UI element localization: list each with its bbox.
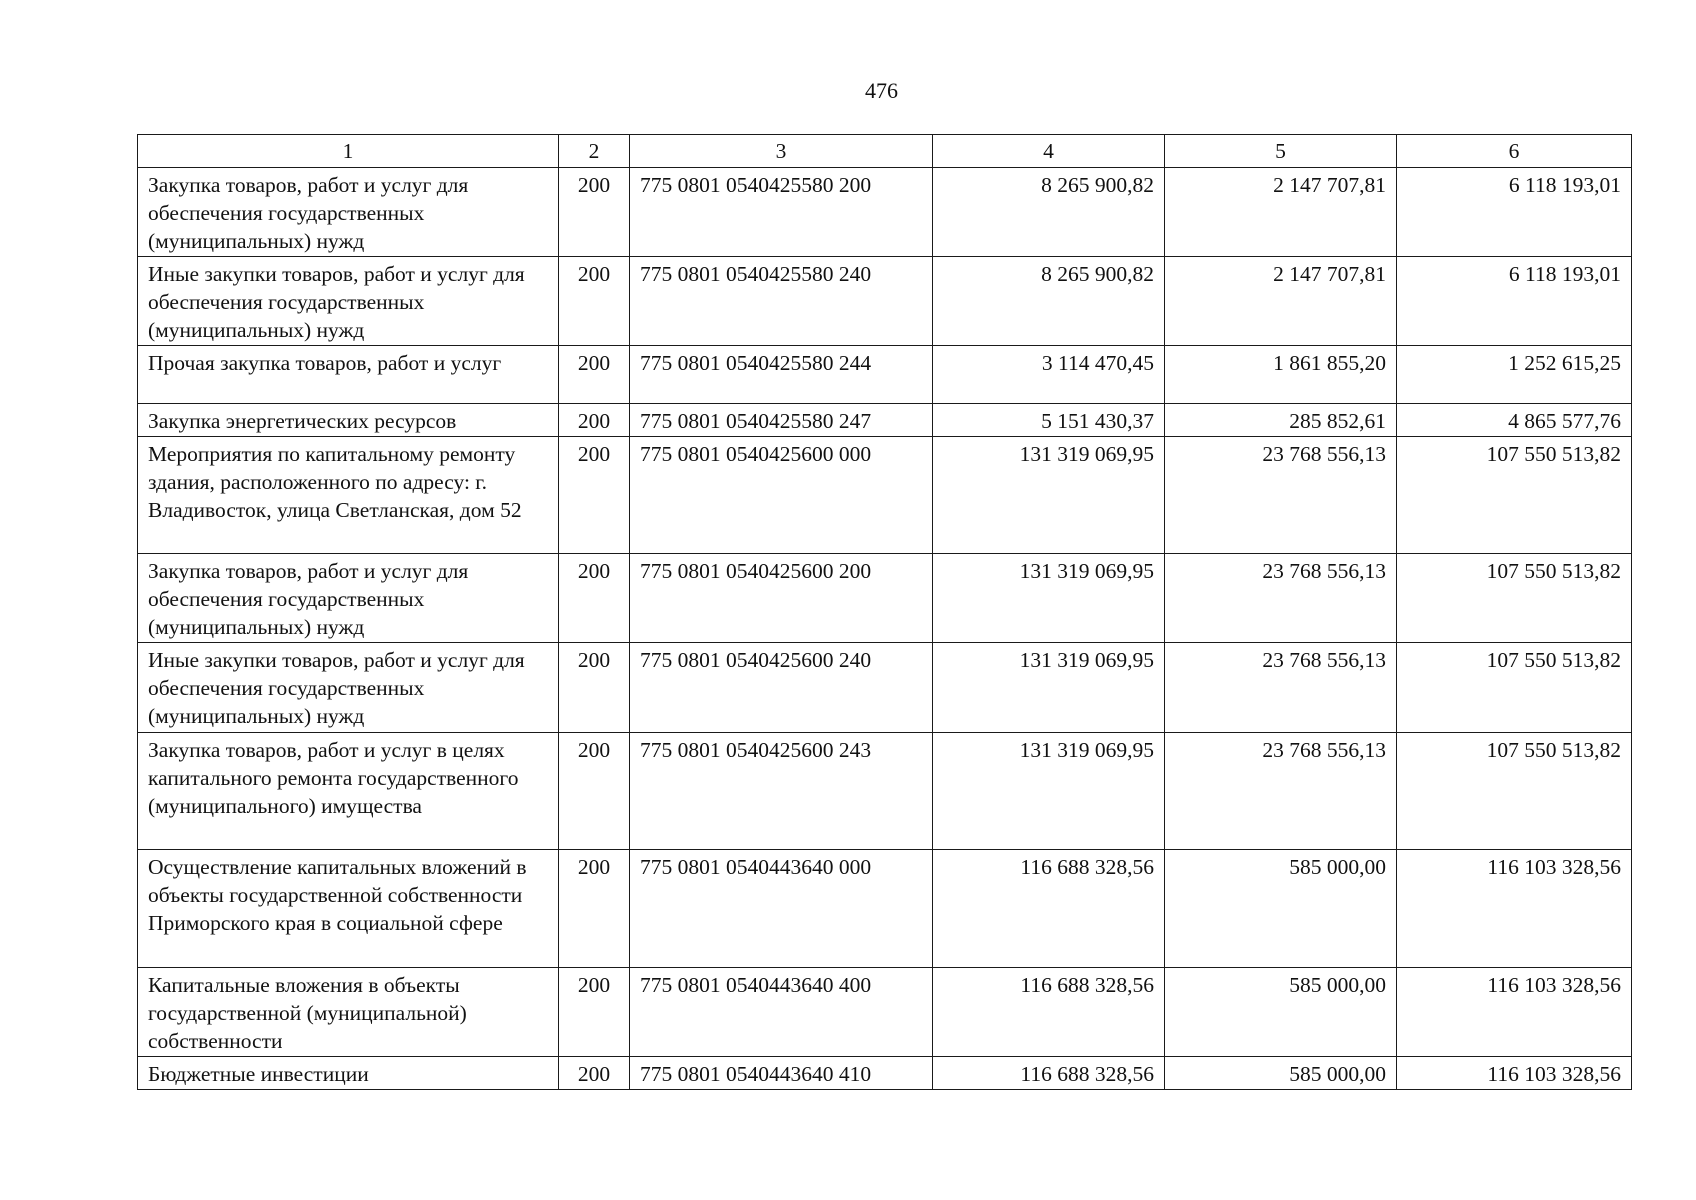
row-kbk: 775 0801 0540425580 240	[630, 257, 933, 346]
row-col5: 585 000,00	[1165, 968, 1397, 1057]
header-cell-4: 4	[933, 135, 1165, 168]
header-cell-6: 6	[1397, 135, 1632, 168]
row-col4: 131 319 069,95	[933, 554, 1165, 643]
row-code: 200	[559, 404, 630, 437]
row-col5: 23 768 556,13	[1165, 554, 1397, 643]
row-col6: 116 103 328,56	[1397, 850, 1632, 968]
row-kbk: 775 0801 0540425600 000	[630, 437, 933, 554]
row-col4: 116 688 328,56	[933, 968, 1165, 1057]
row-col6: 107 550 513,82	[1397, 554, 1632, 643]
row-name: Капитальные вложения в объекты государственной (муниципальной) собственности	[138, 968, 559, 1057]
row-col4: 5 151 430,37	[933, 404, 1165, 437]
header-cell-2: 2	[559, 135, 630, 168]
budget-table	[137, 134, 1632, 1090]
row-col5: 285 852,61	[1165, 404, 1397, 437]
row-kbk: 775 0801 0540425580 244	[630, 346, 933, 404]
row-col6: 6 118 193,01	[1397, 168, 1632, 257]
row-col4: 8 265 900,82	[933, 168, 1165, 257]
row-col4: 131 319 069,95	[933, 733, 1165, 850]
row-code: 200	[559, 850, 630, 968]
row-kbk: 775 0801 0540443640 000	[630, 850, 933, 968]
row-name: Закупка товаров, работ и услуг для обеспечения государственных (муниципальных) нужд	[138, 168, 559, 257]
row-code: 200	[559, 257, 630, 346]
table-row	[138, 850, 1632, 968]
row-code: 200	[559, 1057, 630, 1090]
table-row	[138, 437, 1632, 554]
row-col4: 8 265 900,82	[933, 257, 1165, 346]
table-row	[138, 643, 1632, 733]
table-row	[138, 257, 1632, 346]
row-col6: 6 118 193,01	[1397, 257, 1632, 346]
row-col6: 107 550 513,82	[1397, 437, 1632, 554]
row-name: Мероприятия по капитальному ремонту здания, расположенного по адресу: г. Владивосток, улица Светланская, дом 52	[138, 437, 559, 554]
table-row	[138, 404, 1632, 437]
row-col4: 131 319 069,95	[933, 437, 1165, 554]
header-cell-5: 5	[1165, 135, 1397, 168]
row-col5: 2 147 707,81	[1165, 168, 1397, 257]
row-col4: 3 114 470,45	[933, 346, 1165, 404]
row-kbk: 775 0801 0540443640 410	[630, 1057, 933, 1090]
row-code: 200	[559, 346, 630, 404]
row-code: 200	[559, 968, 630, 1057]
row-col5: 585 000,00	[1165, 1057, 1397, 1090]
row-kbk: 775 0801 0540425600 200	[630, 554, 933, 643]
row-code: 200	[559, 554, 630, 643]
row-col6: 107 550 513,82	[1397, 643, 1632, 733]
header-cell-1: 1	[138, 135, 559, 168]
row-col5: 1 861 855,20	[1165, 346, 1397, 404]
row-kbk: 775 0801 0540425600 240	[630, 643, 933, 733]
row-name: Осуществление капитальных вложений в объекты государственной собственности Приморского края в социальной сфере	[138, 850, 559, 968]
table-row	[138, 554, 1632, 643]
page-number: 476	[865, 78, 898, 103]
row-name: Иные закупки товаров, работ и услуг для обеспечения государственных (муниципальных) нужд	[138, 257, 559, 346]
row-col4: 131 319 069,95	[933, 643, 1165, 733]
row-col5: 2 147 707,81	[1165, 257, 1397, 346]
table-row	[138, 168, 1632, 257]
row-name: Прочая закупка товаров, работ и услуг	[138, 346, 559, 404]
row-col6: 4 865 577,76	[1397, 404, 1632, 437]
row-col4: 116 688 328,56	[933, 1057, 1165, 1090]
row-col5: 585 000,00	[1165, 850, 1397, 968]
row-col5: 23 768 556,13	[1165, 733, 1397, 850]
table-row	[138, 733, 1632, 850]
header-row	[138, 135, 1632, 168]
row-col5: 23 768 556,13	[1165, 643, 1397, 733]
row-col5: 23 768 556,13	[1165, 437, 1397, 554]
row-col6: 1 252 615,25	[1397, 346, 1632, 404]
row-code: 200	[559, 643, 630, 733]
row-kbk: 775 0801 0540425600 243	[630, 733, 933, 850]
row-name: Закупка товаров, работ и услуг для обеспечения государственных (муниципальных) нужд	[138, 554, 559, 643]
table-row	[138, 968, 1632, 1057]
row-code: 200	[559, 733, 630, 850]
row-code: 200	[559, 437, 630, 554]
row-col6: 107 550 513,82	[1397, 733, 1632, 850]
header-cell-3: 3	[630, 135, 933, 168]
row-code: 200	[559, 168, 630, 257]
row-col6: 116 103 328,56	[1397, 968, 1632, 1057]
table-header	[138, 135, 1632, 168]
table-body	[138, 168, 1632, 1090]
row-col4: 116 688 328,56	[933, 850, 1165, 968]
row-col6: 116 103 328,56	[1397, 1057, 1632, 1090]
row-name: Закупка энергетических ресурсов	[138, 404, 559, 437]
row-kbk: 775 0801 0540425580 200	[630, 168, 933, 257]
table-row	[138, 1057, 1632, 1090]
row-name: Бюджетные инвестиции	[138, 1057, 559, 1090]
table-row	[138, 346, 1632, 404]
row-kbk: 775 0801 0540443640 400	[630, 968, 933, 1057]
row-kbk: 775 0801 0540425580 247	[630, 404, 933, 437]
row-name: Иные закупки товаров, работ и услуг для обеспечения государственных (муниципальных) нужд	[138, 643, 559, 733]
row-name: Закупка товаров, работ и услуг в целях капитального ремонта государственного (муниципального) имущества	[138, 733, 559, 850]
